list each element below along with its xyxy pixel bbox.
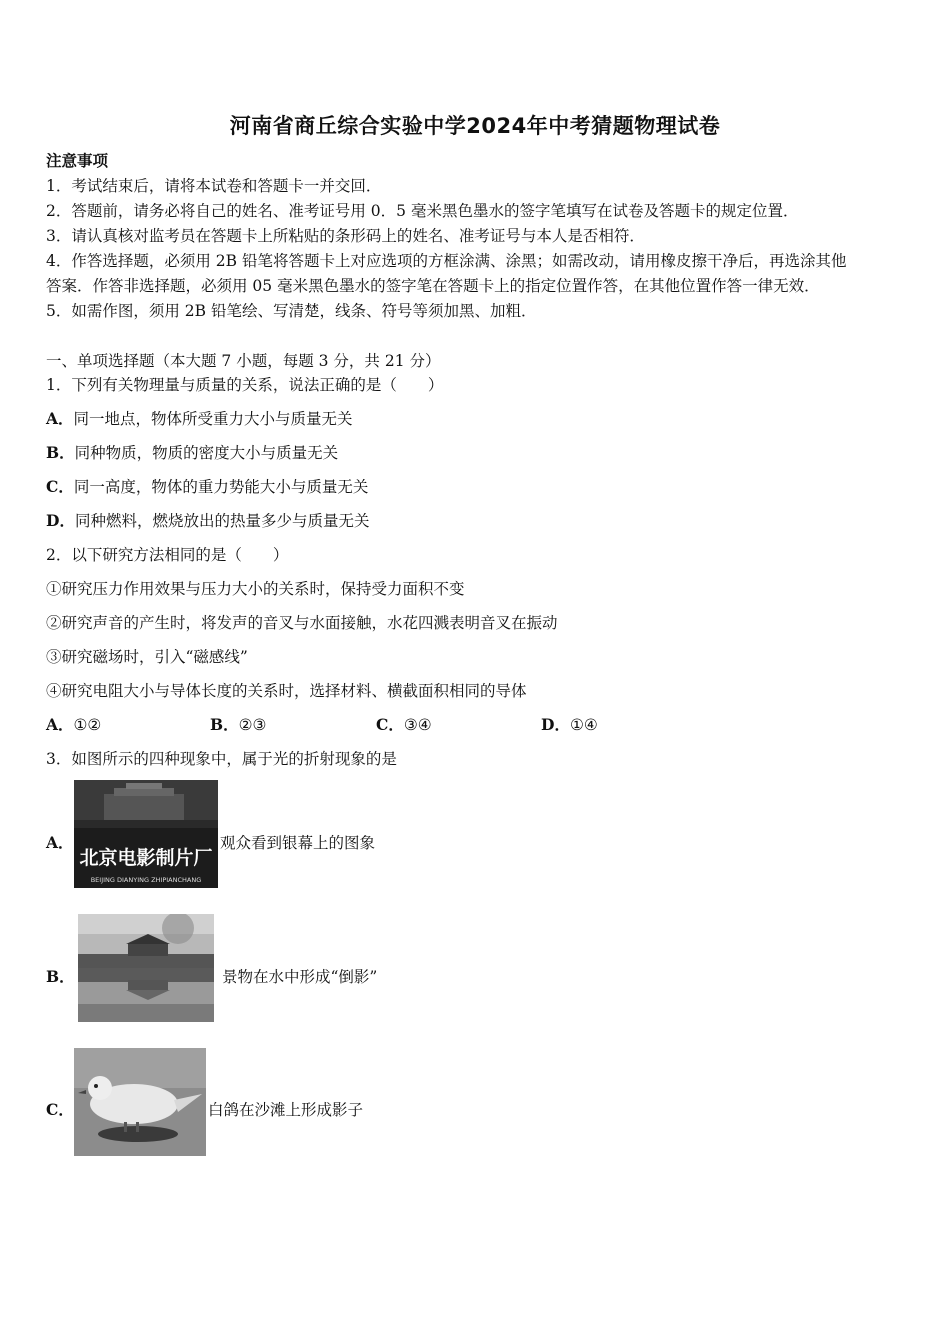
q2-stem: 2．以下研究方法相同的是（ ） <box>46 546 289 564</box>
q1-option-d: D．同种燃料，燃烧放出的热量多少与质量无关 <box>46 511 370 530</box>
notice-item-1: 1．考试结束后，请将本试卷和答题卡一并交回． <box>46 177 382 195</box>
notice-item-2: 2．答题前，请务必将自己的姓名、准考证号用 0．5 毫米黑色墨水的签字笔填写在试卷及答题卡的规定位置． <box>46 202 799 220</box>
q2-option-a: A．①② <box>46 715 102 734</box>
section-heading: 一、单项选择题（本大题 7 小题，每题 3 分，共 21 分） <box>46 352 441 370</box>
q2-item-4: ④研究电阻大小与导体长度的关系时，选择材料、横截面积相同的导体 <box>46 682 527 700</box>
q1-option-b: B．同种物质，物质的密度大小与质量无关 <box>46 443 339 462</box>
q1-option-a: A．同一地点，物体所受重力大小与质量无关 <box>46 409 353 428</box>
q2-item-1: ①研究压力作用效果与压力大小的关系时，保持受力面积不变 <box>46 580 465 598</box>
q3-option-b-label: B． <box>46 967 75 986</box>
film-studio-sign-sub: BEIJING DIANYING ZHIPIANCHANG <box>90 876 202 884</box>
q2-option-c: C．③④ <box>376 715 432 734</box>
film-studio-image <box>74 780 218 888</box>
q1-stem: 1．下列有关物理量与质量的关系，说法正确的是（ ） <box>46 376 444 394</box>
q2-item-3: ③研究磁场时，引入“磁感线” <box>46 648 248 666</box>
q3-option-c-label: C． <box>46 1100 74 1119</box>
q3-option-a-label: A． <box>46 833 74 852</box>
notice-item-4-cont: 答案．作答非选择题，必须用 05 毫米黑色墨水的签字笔在答题卡上的指定位置作答，在其他位置作答一律无效． <box>46 277 820 295</box>
notice-item-5: 5．如需作图，须用 2B 铅笔绘、写清楚，线条、符号等须加黑、加粗． <box>46 302 537 320</box>
q2-item-2: ②研究声音的产生时，将发声的音叉与水面接触，水花四溅表明音叉在振动 <box>46 614 558 632</box>
q1-option-c: C．同一高度，物体的重力势能大小与质量无关 <box>46 477 369 496</box>
q3-option-a-caption: 观众看到银幕上的图象 <box>220 834 376 852</box>
q2-option-b: B．②③ <box>210 715 267 734</box>
notice-heading: 注意事项 <box>46 151 109 170</box>
q3-stem: 3．如图所示的四种现象中，属于光的折射现象的是 <box>46 750 397 768</box>
q2-option-d: D．①④ <box>541 715 598 734</box>
film-studio-sign: 北京电影制片厂 <box>79 847 213 869</box>
notice-item-3: 3．请认真核对监考员在答题卡上所粘贴的条形码上的姓名、准考证号与本人是否相符． <box>46 227 645 245</box>
notice-item-4: 4．作答选择题，必须用 2B 铅笔将答题卡上对应选项的方框涂满、涂黑；如需改动，请用橡皮擦干净后，再选涂其他 <box>46 252 847 270</box>
page-title: 河南省商丘综合实验中学2024年中考猜题物理试卷 <box>229 114 721 138</box>
q3-option-b-caption: 景物在水中形成“倒影” <box>222 968 378 986</box>
reflection-image <box>78 914 214 1022</box>
dove-image <box>74 1048 206 1156</box>
q3-option-c-caption: 白鸽在沙滩上形成影子 <box>208 1101 364 1119</box>
